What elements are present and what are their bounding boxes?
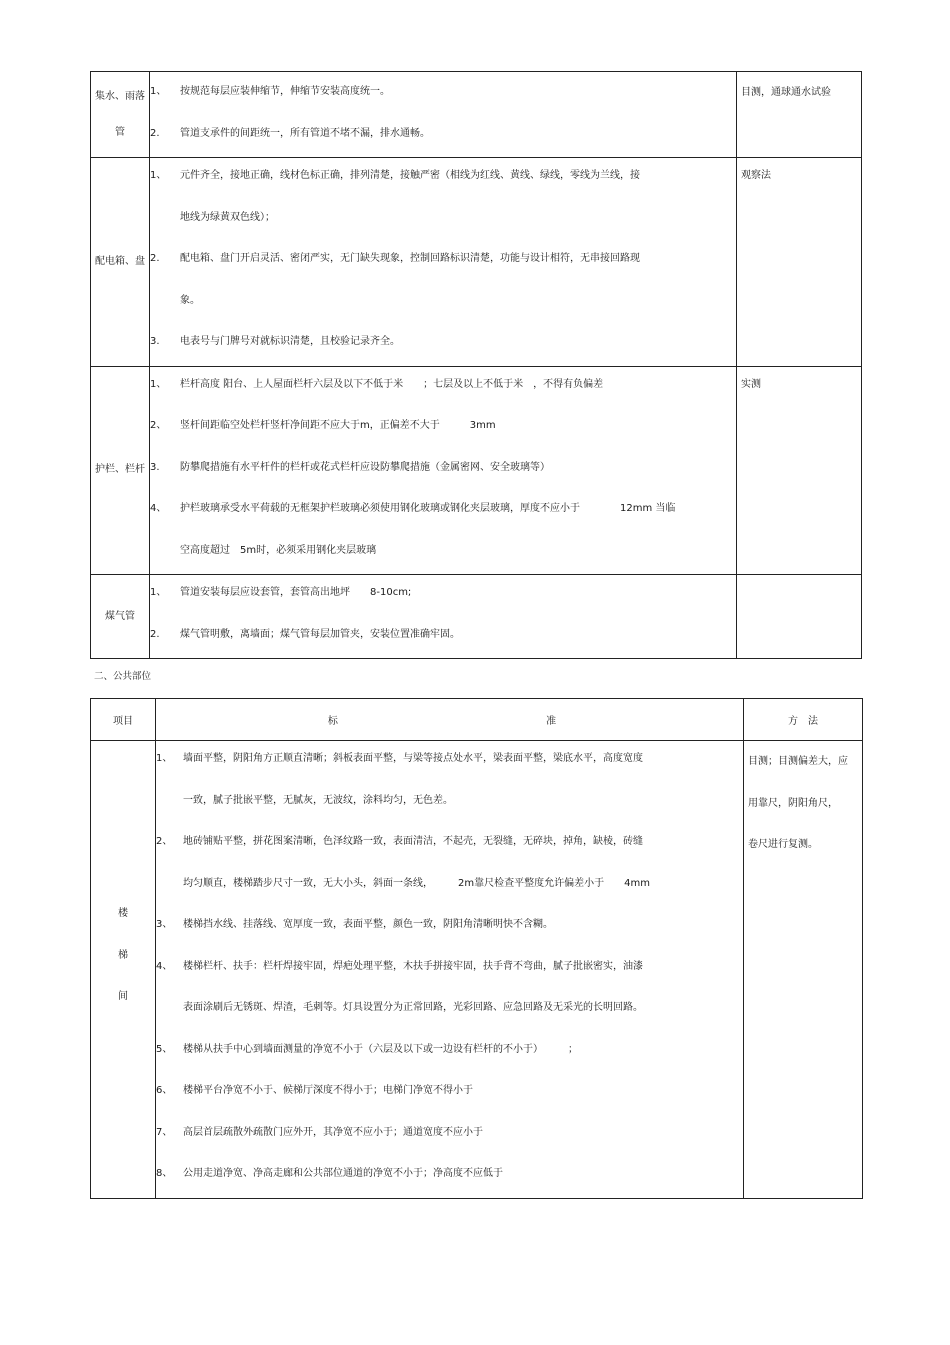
item-text-continuation: 均匀顺直，楼梯踏步尺寸一致，无大小头，斜面一条线， 2m靠尺检查平整度允许偏差小于 4mm [183, 877, 650, 889]
list-item [156, 1032, 743, 1074]
list-item [156, 1073, 743, 1115]
item-number: 6、 [156, 1085, 173, 1096]
list-item [150, 617, 736, 659]
item-number: 2. [150, 628, 160, 640]
item-number: 1、 [150, 86, 167, 97]
method-text: 实测 [741, 378, 761, 390]
item-text: 楼梯栏杆、扶手：栏杆焊接牢固，焊疤处理平整，木扶手拼接牢固，扶手背不弯曲，腻子批嵌密实，油漆 [183, 960, 643, 972]
method-text: 观察法 [741, 170, 771, 181]
category-label: 梯 [118, 949, 128, 961]
method-text: 卷尺进行复测。 [748, 839, 818, 850]
quality-standards-table [90, 71, 862, 659]
list-item-continuation [156, 783, 743, 825]
item-text: 配电箱、盘门开启灵活、密闭严实，无门缺失现象，控制回路标识清楚，功能与设计相符，无串接回路现 [180, 253, 640, 264]
item-text: 楼梯从扶手中心到墙面测量的净宽不小于（六层及以下或一边设有栏杆的不小于） ； [183, 1043, 578, 1055]
category-cell [91, 741, 156, 1199]
item-number: 1、 [150, 170, 167, 181]
category-cell [91, 72, 150, 158]
list-item [150, 450, 736, 492]
item-text: 栏杆高度 阳台、上人屋面栏杆六层及以下不低于米 ；七层及以上不低于米 ，不得有负偏差 [180, 378, 604, 390]
category-label: 集水、雨落 [95, 90, 145, 102]
item-number: 5、 [156, 1043, 173, 1055]
item-number: 3、 [156, 919, 173, 930]
list-item-continuation [156, 866, 743, 908]
list-item [150, 116, 736, 158]
category-label: 护栏、栏杆 [95, 464, 145, 476]
item-text: 楼梯挡水线、挂落线、宽厚度一致，表面平整，颜色一致，阴阳角清晰明快不含糊。 [183, 919, 553, 930]
item-number: 8、 [156, 1168, 173, 1179]
list-item-continuation [150, 283, 736, 325]
item-number: 3. [150, 461, 160, 473]
item-number: 7、 [156, 1126, 173, 1138]
item-text-continuation: 表面涂刷后无锈斑、焊渣，毛刺等。灯具设置分为正常回路，光彩回路、应急回路及无采光的长明回路。 [183, 1002, 643, 1013]
table-header-row [91, 699, 863, 741]
item-text: 管道安装每层应设套管，套管高出地坪 8-10cm; [180, 587, 412, 598]
header-item-label: 项目 [113, 716, 133, 727]
list-item [150, 491, 736, 533]
list-item [150, 241, 736, 283]
item-text: 公用走道净宽、净高走廊和公共部位通道的净宽不小于；净高度不应低于 [183, 1168, 503, 1179]
item-number: 1、 [150, 587, 167, 598]
table-row [91, 575, 862, 659]
category-cell [91, 158, 150, 367]
list-item [150, 408, 736, 450]
list-item [150, 575, 736, 617]
list-item [156, 907, 743, 949]
method-text: 用靠尺，阴阳角尺， [748, 797, 838, 809]
list-item-continuation [156, 990, 743, 1032]
item-text: 防攀爬措施有水平杆件的栏杆或花式栏杆应设防攀爬措施（金属密网、安全玻璃等） [180, 461, 550, 473]
header-method [744, 699, 863, 741]
item-number: 2. [150, 253, 160, 264]
category-cell [91, 575, 150, 659]
table-row [91, 72, 862, 158]
method-text: 目测；目测偏差大，应 [748, 756, 848, 767]
item-number: 2、 [156, 836, 173, 847]
item-number: 2、 [150, 420, 167, 431]
list-item [156, 1156, 743, 1198]
item-text: 墙面平整，阴阳角方正顺直清晰；斜板表面平整，与梁等接点处水平，梁表面平整，梁底水平，高度宽度 [183, 753, 643, 764]
standard-cell [150, 72, 737, 158]
list-item-continuation [150, 200, 736, 242]
method-cell [744, 741, 863, 1199]
header-method-label: 方 法 [788, 716, 818, 727]
item-text: 高层首层疏散外疏散门应外开，其净宽不应小于；通道宽度不应小于 [183, 1126, 483, 1138]
category-label: 配电箱、盘 [95, 255, 145, 267]
header-standard-right: 准 [546, 716, 557, 727]
list-item [156, 741, 743, 783]
standard-cell [150, 158, 737, 367]
section-title: 二、公共部位 [94, 671, 152, 682]
item-number: 3. [150, 336, 160, 347]
table-row [91, 366, 862, 575]
list-item [156, 949, 743, 991]
table-row [91, 741, 863, 1199]
item-number: 1、 [156, 753, 173, 764]
item-number: 4、 [156, 960, 173, 972]
item-text: 煤气管明敷，离墙面；煤气管每层加管夹，安装位置准确牢固。 [180, 628, 460, 640]
item-text: 管道支承件的间距统一，所有管道不堵不漏，排水通畅。 [180, 127, 430, 139]
item-text-continuation: 一致，腻子批嵌平整，无腻灰，无波纹，涂料均匀，无色差。 [183, 794, 453, 806]
list-item [150, 158, 736, 200]
item-text: 楼梯平台净宽不小于、候梯厅深度不得小于；电梯门净宽不得小于 [183, 1085, 473, 1096]
item-number: 2. [150, 127, 160, 139]
table-row [91, 158, 862, 367]
category-label: 间 [118, 991, 128, 1002]
category-label: 管 [115, 126, 125, 138]
category-cell [91, 366, 150, 575]
category-label: 煤气管 [105, 610, 135, 622]
list-item [156, 1115, 743, 1157]
item-text: 地砖铺贴平整，拼花图案清晰，色泽纹路一致，表面清洁，不起壳，无裂缝，无碎块，掉角，缺棱，砖缝 [183, 836, 643, 847]
item-number: 4、 [150, 503, 167, 514]
standard-cell [150, 575, 737, 659]
item-text: 元件齐全，接地正确，线材色标正确，排列清楚，接触严密（相线为红线、黄线、绿线，零线为兰线，接 [180, 170, 640, 181]
method-cell [737, 575, 862, 659]
method-text: 目测，通球通水试验 [741, 87, 831, 98]
item-text: 按规范每层应装伸缩节，伸缩节安装高度统一。 [180, 86, 390, 97]
item-text-continuation: 地线为绿黄双色线）； [180, 211, 275, 223]
method-cell [737, 72, 862, 158]
standard-cell [156, 741, 744, 1199]
header-standard-left: 标 [327, 716, 338, 727]
item-number: 1、 [150, 378, 167, 390]
header-item [91, 699, 156, 741]
list-item [150, 324, 736, 366]
item-text: 电表号与门牌号对就标识清楚，且校验记录齐全。 [180, 336, 400, 347]
list-item [150, 74, 736, 116]
item-text-continuation: 象。 [180, 294, 200, 306]
header-standard [156, 699, 744, 741]
public-area-table [90, 698, 863, 1199]
category-label: 楼 [118, 908, 128, 919]
standard-cell [150, 366, 737, 575]
list-item [156, 824, 743, 866]
method-cell [737, 366, 862, 575]
item-text: 护栏玻璃承受水平荷载的无框架护栏玻璃必须使用钢化玻璃或钢化夹层玻璃，厚度不应小于 12mm 当临 [180, 503, 676, 514]
list-item [150, 367, 736, 409]
item-text-continuation: 空高度超过 5m时，必须采用钢化夹层玻璃 [180, 544, 377, 556]
item-text: 竖杆间距临空处栏杆竖杆净间距不应大于m，正偏差不大于 3mm [180, 420, 496, 431]
method-cell [737, 158, 862, 367]
list-item-continuation [150, 533, 736, 575]
